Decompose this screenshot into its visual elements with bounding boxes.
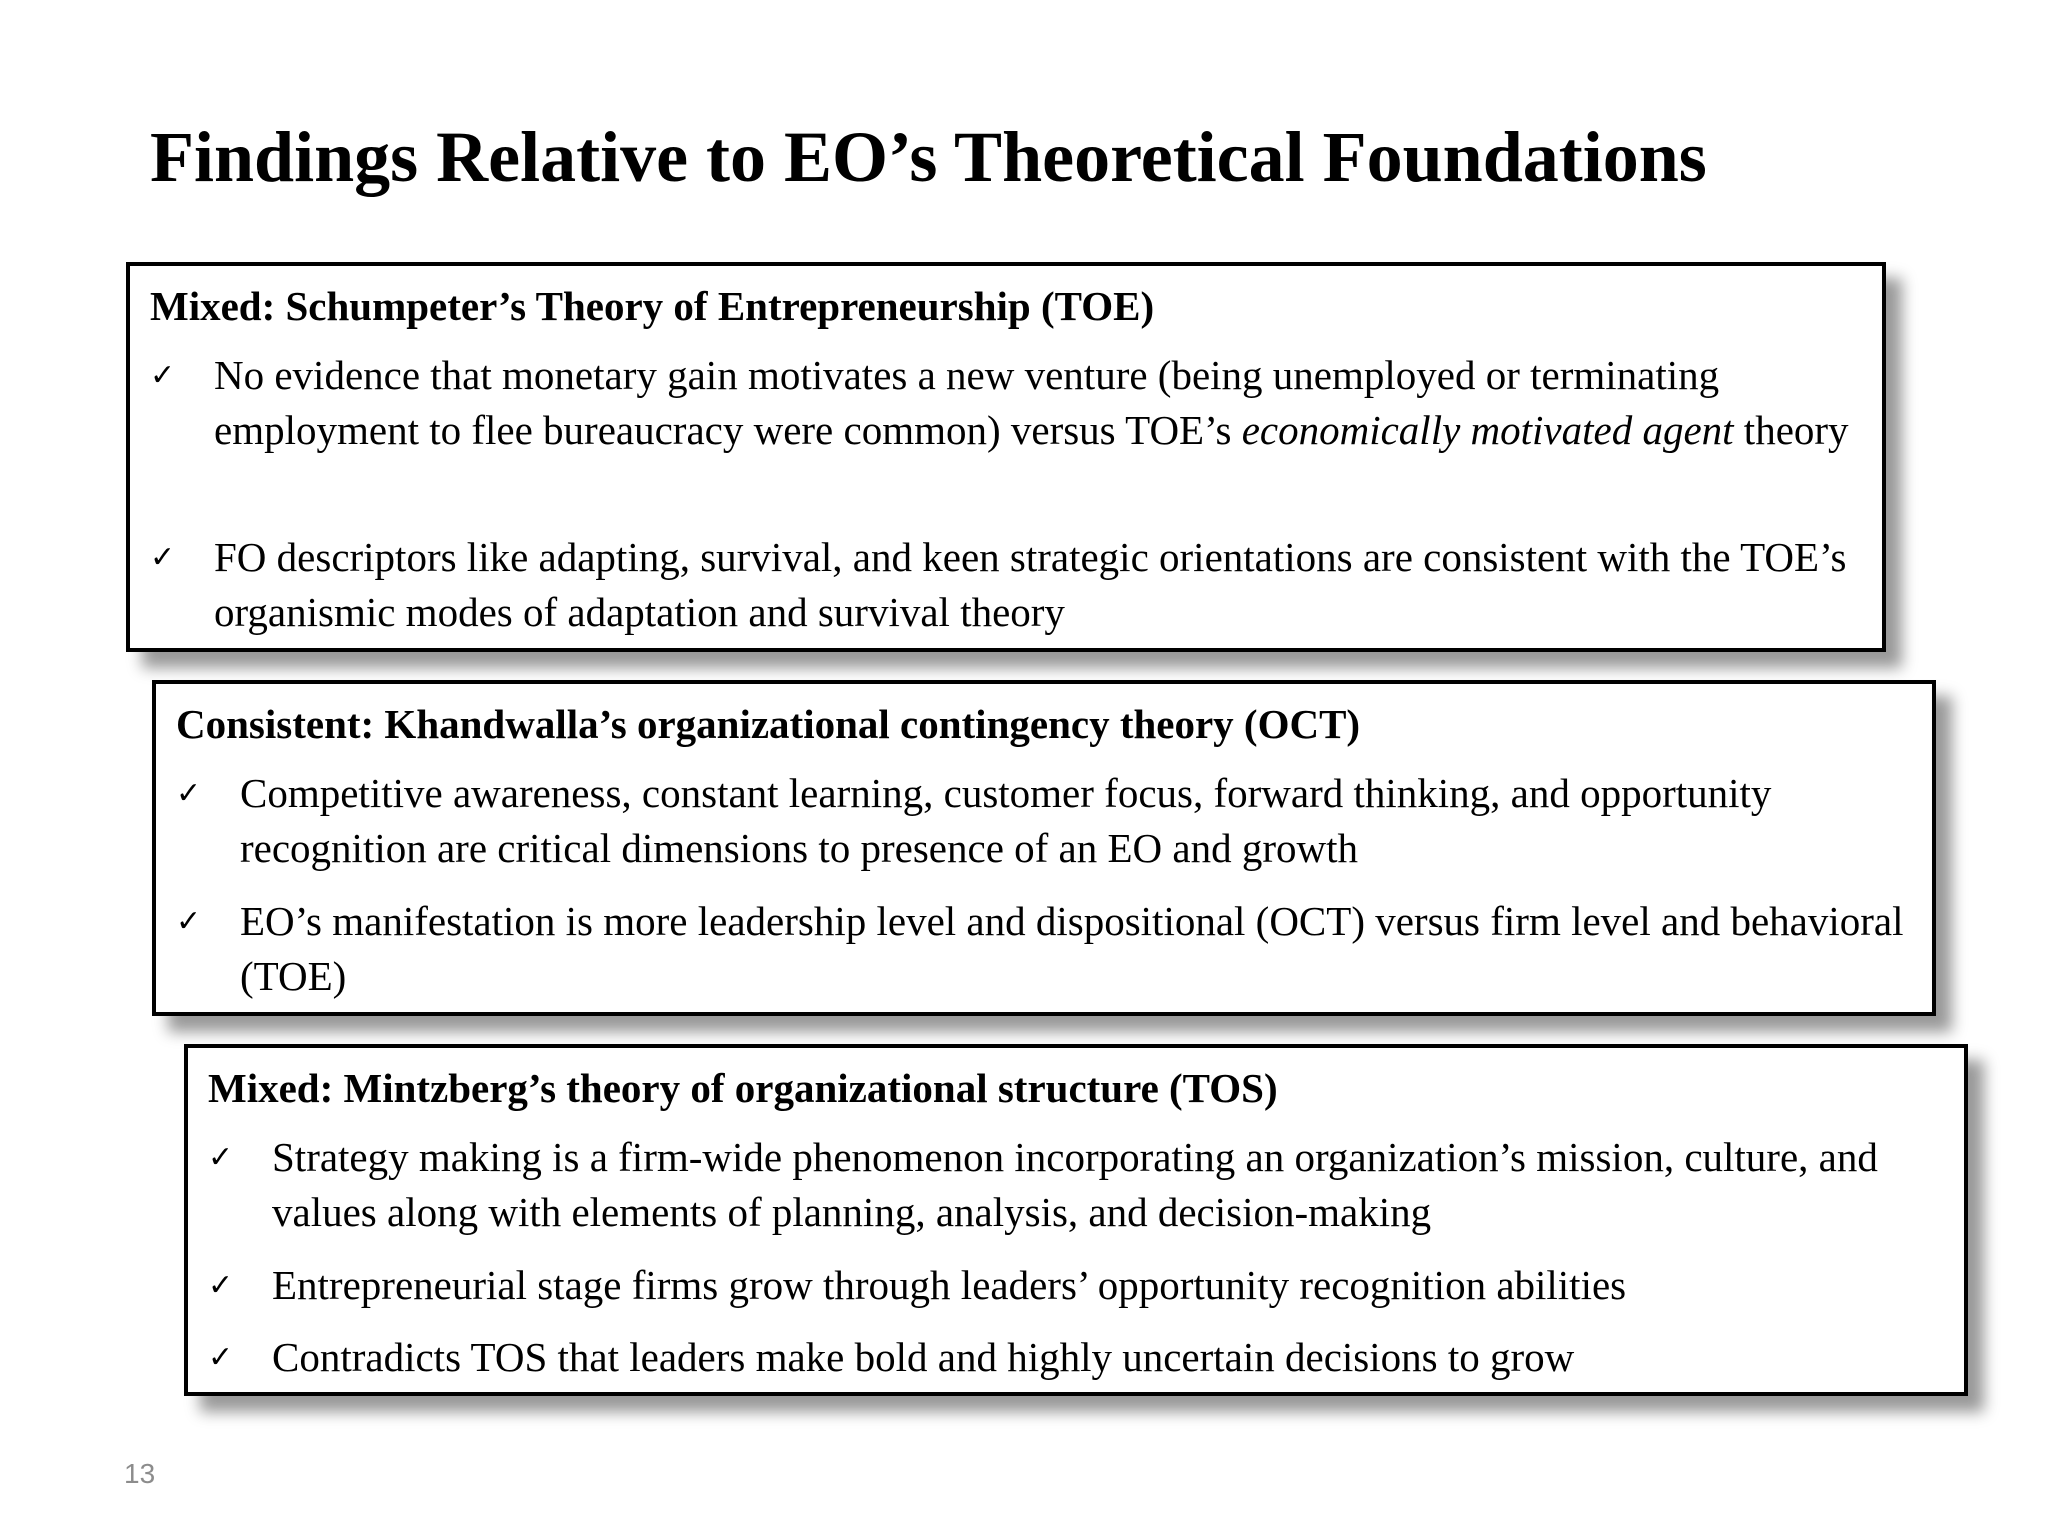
box-heading-khandwalla: Consistent: Khandwalla’s organizational contingency theory (OCT) [176, 701, 1361, 747]
bullet-text: FO descriptors like adapting, survival, and keen strategic orientations are consistent with the TOE’s organismic modes of adaptation and survival theory [214, 534, 1847, 635]
checkmark-icon: ✓ [150, 541, 176, 574]
checkmark-icon: ✓ [208, 1269, 234, 1302]
bullet-text: Strategy making is a firm-wide phenomenon incorporating an organization’s mission, culture, and values along with elements of planning, analysis, and decision-making [272, 1134, 1878, 1235]
finding-box-khandwalla [152, 680, 1936, 1016]
box-heading-mintzberg: Mixed: Mintzberg’s theory of organizational structure (TOS) [208, 1065, 1278, 1111]
bullet-text: Entrepreneurial stage firms grow through leaders’ opportunity recognition abilities [272, 1262, 1627, 1308]
finding-box-mintzberg [184, 1044, 1968, 1396]
bullet-text: EO’s manifestation is more leadership level and dispositional (OCT) versus firm level and behavioral (TOE) [240, 898, 1904, 999]
bullet-text: Contradicts TOS that leaders make bold and highly uncertain decisions to grow [272, 1334, 1575, 1380]
checkmark-icon: ✓ [176, 777, 202, 810]
finding-box-schumpeter [126, 262, 1886, 652]
slide-title: Findings Relative to EO’s Theoretical Foundations [150, 117, 1707, 197]
bullet-text: Competitive awareness, constant learning, customer focus, forward thinking, and opportunity recognition are critical dimensions to presence of an EO and growth [240, 770, 1772, 871]
box-heading-schumpeter: Mixed: Schumpeter’s Theory of Entrepreneurship (TOE) [150, 283, 1155, 329]
checkmark-icon: ✓ [150, 359, 176, 392]
checkmark-icon: ✓ [176, 905, 202, 938]
slide-number: 13 [124, 1458, 156, 1489]
bullet-text: No evidence that monetary gain motivates a new venture (being unemployed or terminating employment to flee bureaucracy were common) versus TOE’s economically motivated agent theory [214, 352, 1849, 453]
checkmark-icon: ✓ [208, 1341, 234, 1374]
checkmark-icon: ✓ [208, 1141, 234, 1174]
